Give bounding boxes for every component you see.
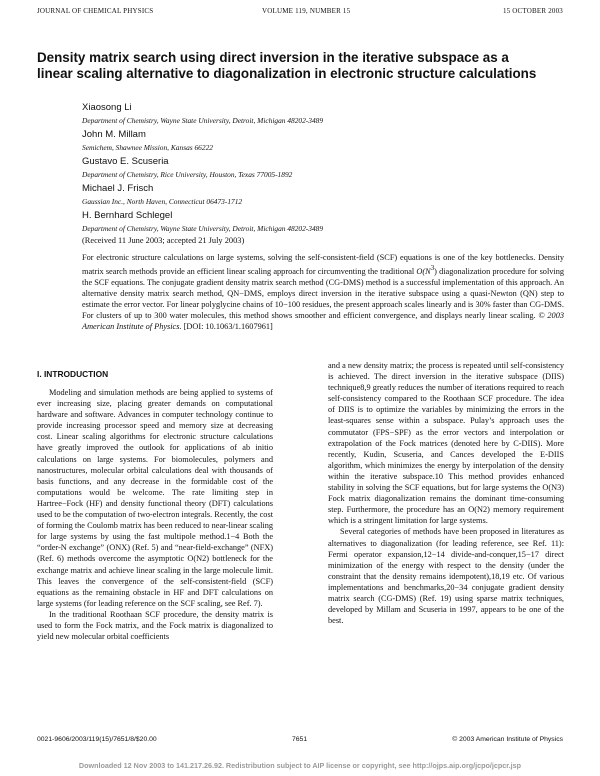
- abstract-text-cont: diagonalization procedure for solving the SCF equations. The conjugate gradient density matrix search method (CG-DMS) method is a successful implementation of this approach. An alternative density matrix search method, QN−DMS, employs direct inversion in the iterative subspace using a quasi-Newton (QN) step to estimate the error vector. For linear polyglycine chains of 10−100 residues, the present approach scales linearly and is 30% faster than CG-DMS. For clusters of up to 300 water molecules, this method shows smoother and efficient convergence, and displays nearly linear scaling.: [82, 266, 565, 321]
- author-name: H. Bernhard Schlegel: [82, 210, 173, 221]
- author-affiliation: Department of Chemistry, Rice University, Houston, Texas 77005-1892: [82, 170, 293, 179]
- intro-paragraph: Modeling and simulation methods are being applied to systems of ever increasing size, placing greater demands on computational hardware and software. Advances in computer technology continue to provide increasing processor speed and memory size at decreasing cost. Linear scaling algorithms for electronic structure calculations have greatly improved the outlook for applications of ab initio calculations on large systems. For biomolecules, polymers and nanostructures, molecular orbital calculations deal with thousands of basis functions, and any decrease in the formidable cost of the computations would be welcome. The rate limiting step in Hartree−Fock (HF) and density functional theory (DFT) calculations used to be the computation of two-electron integrals. Recently, the cost of forming the Coulomb matrix has been reduced to near-linear scaling for large systems by using the fast multipole method.1−4 Both the “order-N exchange” (ONX) (Ref. 5) and “near-field-exchange” (NFX) (Ref. 6) methods overcome the asymptotic O(N2) bottleneck for the exchange matrix and achieve linear scaling in the large molecule limit. This leaves the convergence of the self-consistent-field (SCF) equations as the remaining obstacle in HF and DFT calculations on large systems (for leading reference on the SCF scaling, see Ref. 7).: [37, 388, 273, 608]
- author-affiliation: Gaussian Inc., North Haven, Connecticut 06473-1712: [82, 197, 243, 206]
- complexity-exponent: 3: [430, 265, 435, 273]
- author-affiliation: Department of Chemistry, Wayne State University, Detroit, Michigan 48202-3489: [82, 224, 324, 233]
- page-number: 7651: [292, 736, 308, 743]
- intro-paragraph: In the traditional Roothaan SCF procedure, the density matrix is used to form the Fock matrix, and the Fock matrix is diagonalized to yield new molecular orbital coefficients: [37, 609, 273, 642]
- author-name: Gustavo E. Scuseria: [82, 156, 169, 167]
- copyright-notice: © 2003 American Institute of Physics.: [82, 311, 564, 332]
- volume-number: VOLUME 119, NUMBER 15: [262, 7, 351, 15]
- right-column: [328, 360, 564, 626]
- author-name: John M. Millam: [82, 129, 146, 140]
- intro-paragraph: Several categories of methods have been proposed in literatures as alternatives to diagonalization (for leading reference, see Ref. 11): Fermi operator expansion,12−14 divide-and-conquer,15−17 direct minimization of the energy with respect to the density (under the constraint that the density remains idempotent),18,19 etc. Of various implementations and benchmarks,20−34 conjugate gradient density matrix search (CG-DMS) (Ref. 19) using sparse matrix techniques, developed by Millam and Scuseria in 1997, appears to be one of the best.: [328, 527, 564, 626]
- doi-link[interactable]: [DOI: 10.1063/1.1607961]: [183, 322, 273, 332]
- footer-issn: 0021-9606/2003/119(15)/7651/8/$20.00: [37, 736, 157, 743]
- paper-title: Density matrix search using direct inversion in the iterative subspace as a linear scaling alternative to diagonalization in electronic structure calculations: [37, 50, 537, 81]
- intro-paragraph: and a new density matrix; the process is repeated until self-consistency is achieved. The direct inversion in the iterative subspace (DIIS) technique8,9 greatly reduces the number of iterations required to reach self-consistency compared to the Roothaan SCF procedure. The idea of DIIS is to optimize the variables by minimizing the errors in the least-squares sense within a subspace. Pulay’s approach uses the commutator (FPS−SPF) as the error vectors and interpolation or extrapolation of the Fock matrices (denoted here by C-DIIS). More recently, Kudin, Scuseria, and Cances developed the E-DIIS algorithm, which minimizes the energy by interpolation of the density within the iterative subspace.10 This method provides enhanced stability in solving the SCF equations, but for large systems the O(N3) Fock matrix diagonalization remains the dominant time-consuming step. Furthermore, the procedure has an O(N2) memory requirement which is a stringent limitation for large systems.: [328, 361, 564, 526]
- section-heading: I. INTRODUCTION: [37, 369, 109, 379]
- author-affiliation: Department of Chemistry, Wayne State University, Detroit, Michigan 48202-3489: [82, 116, 324, 125]
- download-notice: Downloaded 12 Nov 2003 to 141.217.26.92. Redistribution subject to AIP license or copyright, see http://ojps.aip.org/jcpo/jcpcr.jsp: [78, 761, 522, 770]
- footer-copyright: © 2003 American Institute of Physics: [452, 736, 563, 743]
- abstract-text: For electronic structure calculations on large systems, solving the self-consistent-field (SCF) equations is one of the key bottlenecks. Density matrix search methods provide an efficient linear scaling approach for circumventing the traditional: [82, 253, 564, 276]
- author-name: Xiaosong Li: [82, 102, 132, 113]
- journal-name: JOURNAL OF CHEMICAL PHYSICS: [37, 7, 154, 15]
- received-dates: (Received 11 June 2003; accepted 21 July 2003): [82, 236, 245, 245]
- complexity-close: ): [434, 266, 437, 276]
- complexity-math: O(N: [416, 266, 431, 276]
- left-column: [37, 387, 273, 642]
- issue-date: 15 OCTOBER 2003: [502, 7, 563, 15]
- abstract: [82, 252, 564, 332]
- author-affiliation: Semichem, Shawnee Mission, Kansas 66222: [82, 143, 213, 152]
- author-name: Michael J. Frisch: [82, 183, 154, 194]
